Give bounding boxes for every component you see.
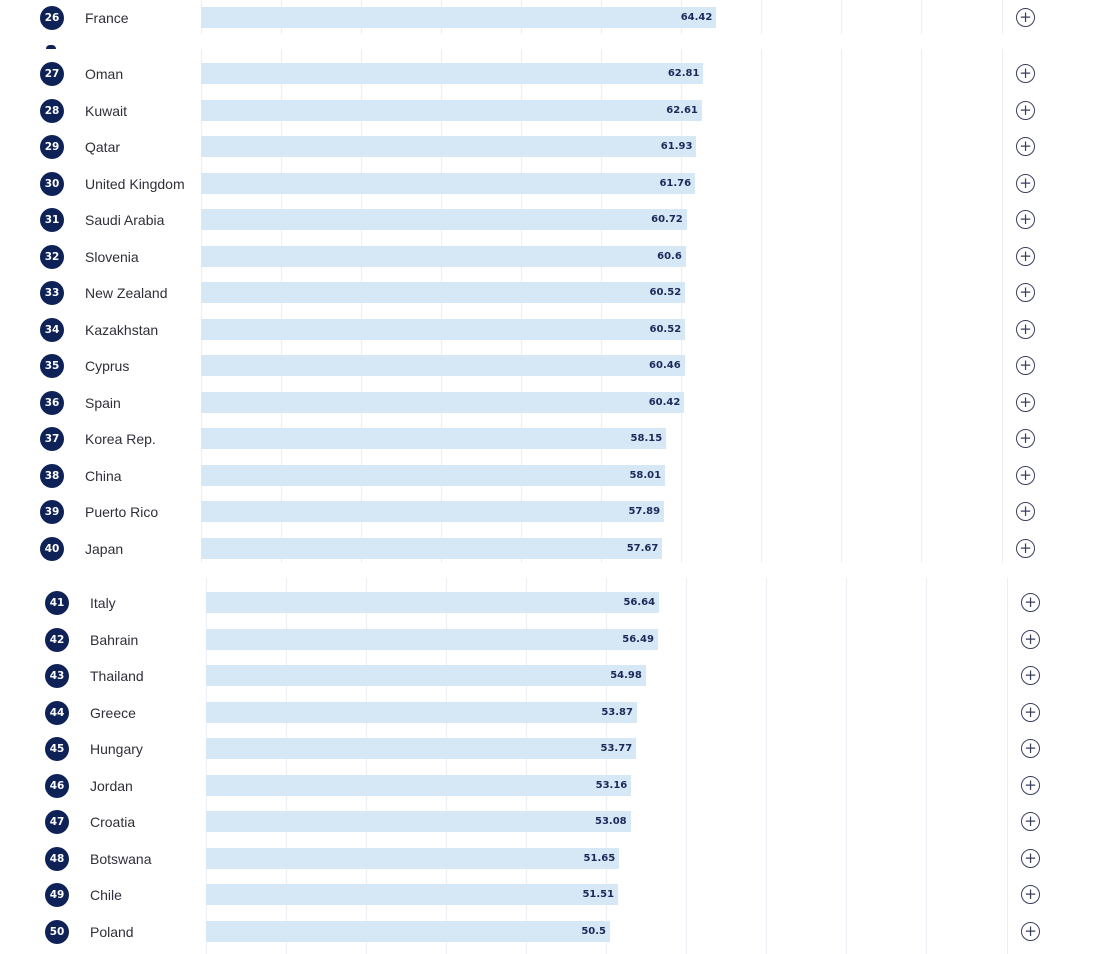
rank-badge: 30 xyxy=(40,172,64,196)
bar xyxy=(201,428,666,449)
rank-badge: 32 xyxy=(40,245,64,269)
expand-plus-icon[interactable]: + xyxy=(1016,502,1035,521)
table-row xyxy=(0,93,1116,129)
rank-badge: 42 xyxy=(45,628,69,652)
data-label: 60.6 xyxy=(657,250,682,262)
country-label: Korea Rep. xyxy=(85,431,156,447)
data-label: 54.98 xyxy=(610,670,642,681)
expand-plus-icon[interactable]: + xyxy=(1016,210,1035,229)
data-label: 51.65 xyxy=(583,852,616,864)
data-label: 51.51 xyxy=(582,889,615,900)
rank-badge: 36 xyxy=(40,391,64,415)
rank-badge: 33 xyxy=(40,281,64,305)
expand-plus-icon[interactable]: + xyxy=(1021,849,1040,868)
data-label: 50.5 xyxy=(581,925,606,937)
expand-plus-icon[interactable]: + xyxy=(1016,429,1035,448)
rank-badge: 29 xyxy=(40,135,64,159)
country-label: Greece xyxy=(90,704,136,721)
data-label: 58.15 xyxy=(630,433,663,444)
data-label: 56.49 xyxy=(622,633,654,645)
table-row xyxy=(0,385,1116,421)
bar xyxy=(206,775,631,796)
country-label: Cyprus xyxy=(85,358,130,374)
expand-plus-icon[interactable]: + xyxy=(1021,630,1040,649)
bar xyxy=(206,884,618,905)
data-label: 53.08 xyxy=(594,816,627,827)
country-label: Thailand xyxy=(90,668,144,684)
bar xyxy=(206,702,637,723)
table-row xyxy=(0,658,1116,694)
bar xyxy=(201,63,703,84)
data-label: 60.52 xyxy=(649,287,682,298)
data-label: 53.16 xyxy=(595,779,628,791)
country-label: Slovenia xyxy=(85,248,139,265)
table-row xyxy=(0,421,1116,457)
expand-plus-icon[interactable]: + xyxy=(1021,666,1040,685)
table-row xyxy=(0,494,1116,530)
bar xyxy=(206,811,631,832)
bar xyxy=(201,392,684,413)
rank-badge: 50 xyxy=(45,920,69,944)
bar xyxy=(201,538,662,559)
chart-section xyxy=(0,0,1116,34)
bar xyxy=(206,848,619,869)
rank-badge: 28 xyxy=(40,99,64,123)
bar xyxy=(201,282,685,303)
data-label: 62.81 xyxy=(667,68,700,79)
table-row xyxy=(0,312,1116,348)
country-label: Bahrain xyxy=(90,631,139,648)
table-row xyxy=(0,275,1116,311)
expand-plus-icon[interactable]: + xyxy=(1021,703,1040,722)
bar xyxy=(206,665,646,686)
bar xyxy=(201,7,716,28)
expand-plus-icon[interactable]: + xyxy=(1016,393,1035,412)
data-label: 57.89 xyxy=(628,506,661,517)
table-row xyxy=(0,166,1116,202)
bar xyxy=(201,173,695,194)
country-label: Croatia xyxy=(90,814,136,830)
table-row xyxy=(0,804,1116,840)
expand-plus-icon[interactable]: + xyxy=(1021,922,1040,941)
rank-badge: 35 xyxy=(40,354,64,378)
country-label: Hungary xyxy=(90,741,143,757)
expand-plus-icon[interactable]: + xyxy=(1021,776,1040,795)
expand-plus-icon[interactable]: + xyxy=(1016,247,1035,266)
data-label: 56.64 xyxy=(623,597,656,608)
rank-badge: 34 xyxy=(40,318,64,342)
expand-plus-icon[interactable]: + xyxy=(1021,812,1040,831)
expand-plus-icon[interactable]: + xyxy=(1021,739,1040,758)
bar xyxy=(201,501,664,522)
expand-plus-icon[interactable]: + xyxy=(1016,356,1035,375)
table-row xyxy=(0,202,1116,238)
bar xyxy=(206,592,659,613)
bar xyxy=(206,629,658,650)
country-label: Botswana xyxy=(90,850,152,867)
bar xyxy=(201,246,686,267)
table-row xyxy=(0,622,1116,658)
expand-plus-icon[interactable]: + xyxy=(1016,320,1035,339)
table-row xyxy=(0,731,1116,767)
bar xyxy=(201,136,696,157)
country-label: Jordan xyxy=(90,777,133,794)
country-label: United Kingdom xyxy=(85,175,185,192)
data-label: 58.01 xyxy=(629,469,662,481)
rank-badge: 46 xyxy=(45,774,69,798)
expand-plus-icon[interactable]: + xyxy=(1016,101,1035,120)
country-label: Kazakhstan xyxy=(85,321,159,338)
country-label: New Zealand xyxy=(85,285,168,301)
data-label: 60.46 xyxy=(649,360,681,371)
bar xyxy=(201,100,702,121)
expand-plus-icon[interactable]: + xyxy=(1016,8,1035,27)
rank-badge: 37 xyxy=(40,427,64,451)
bar xyxy=(201,319,685,340)
data-label: 62.61 xyxy=(666,104,698,116)
rank-badge: 26 xyxy=(40,6,64,30)
expand-plus-icon[interactable]: + xyxy=(1016,466,1035,485)
country-label: Oman xyxy=(85,66,124,82)
rank-badge: 48 xyxy=(45,847,69,871)
country-label: Italy xyxy=(90,595,116,611)
bar xyxy=(201,209,687,230)
country-label: Japan xyxy=(85,540,124,557)
expand-plus-icon[interactable]: + xyxy=(1016,137,1035,156)
data-label: 60.52 xyxy=(649,323,682,335)
rank-badge: 45 xyxy=(45,737,69,761)
table-row xyxy=(0,531,1116,567)
data-label: 64.42 xyxy=(680,12,713,23)
table-row xyxy=(0,129,1116,165)
country-label: China xyxy=(85,467,122,484)
expand-plus-icon[interactable]: + xyxy=(1016,174,1035,193)
chart-section xyxy=(0,49,1116,563)
expand-plus-icon[interactable]: + xyxy=(1021,885,1040,904)
data-label: 60.42 xyxy=(648,396,681,408)
rank-badge: 27 xyxy=(40,62,64,86)
table-row xyxy=(0,56,1116,92)
country-label: Kuwait xyxy=(85,102,128,119)
data-label: 57.67 xyxy=(626,542,659,554)
country-label: France xyxy=(85,10,129,26)
data-label: 61.76 xyxy=(659,177,692,189)
table-row xyxy=(0,0,1116,36)
table-row xyxy=(0,841,1116,877)
country-label: Saudi Arabia xyxy=(85,212,165,228)
rank-badge: 39 xyxy=(40,500,64,524)
country-label: Poland xyxy=(90,923,134,940)
rank-badge: 31 xyxy=(40,208,64,232)
table-row xyxy=(0,585,1116,621)
bar xyxy=(201,355,685,376)
rank-badge: 41 xyxy=(45,591,69,615)
data-label: 53.87 xyxy=(601,706,633,718)
bar xyxy=(206,738,636,759)
data-label: 60.72 xyxy=(651,214,683,225)
expand-plus-icon[interactable]: + xyxy=(1016,539,1035,558)
rank-badge: 47 xyxy=(45,810,69,834)
expand-plus-icon[interactable]: + xyxy=(1016,283,1035,302)
bar xyxy=(201,465,665,486)
expand-plus-icon[interactable]: + xyxy=(1016,64,1035,83)
table-row xyxy=(0,695,1116,731)
bar xyxy=(206,921,610,942)
rank-badge: 44 xyxy=(45,701,69,725)
table-row xyxy=(0,348,1116,384)
data-label: 61.93 xyxy=(660,141,693,152)
data-label: 53.77 xyxy=(600,743,633,754)
country-label: Qatar xyxy=(85,139,121,155)
expand-plus-icon[interactable]: + xyxy=(1021,593,1040,612)
rank-badge: 38 xyxy=(40,464,64,488)
table-row xyxy=(0,239,1116,275)
rank-badge: 40 xyxy=(40,537,64,561)
chart-section xyxy=(0,578,1116,954)
rank-badge: 43 xyxy=(45,664,69,688)
table-row xyxy=(0,877,1116,913)
table-row xyxy=(0,768,1116,804)
country-label: Spain xyxy=(85,394,121,411)
table-row xyxy=(0,458,1116,494)
table-row xyxy=(0,914,1116,950)
rank-badge: 49 xyxy=(45,883,69,907)
country-label: Chile xyxy=(90,887,122,903)
country-label: Puerto Rico xyxy=(85,504,159,520)
